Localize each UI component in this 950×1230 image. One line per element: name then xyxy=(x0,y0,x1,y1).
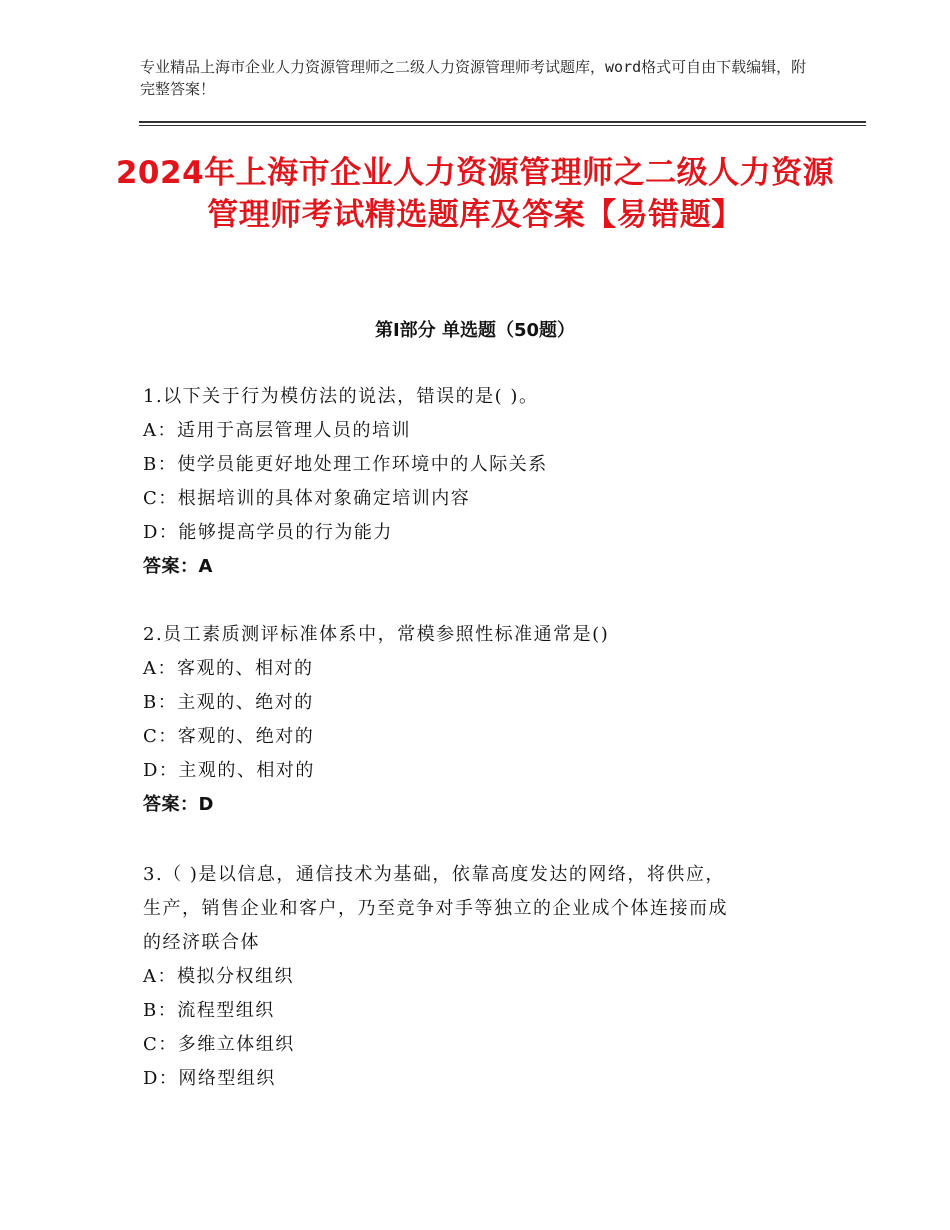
question-2 xyxy=(143,618,823,822)
option-d: D：能够提高学员的行为能力 xyxy=(143,522,393,543)
option-b: B：流程型组织 xyxy=(143,1000,275,1021)
document-title: 2024年上海市企业人力资源管理师之二级人力资源管理师考试精选题库及答案【易错题】 xyxy=(115,155,835,233)
option-c: C：多维立体组织 xyxy=(143,1034,295,1055)
question-3 xyxy=(143,858,823,1096)
question-stem: 2.员工素质测评标准体系中，常模参照性标准通常是() xyxy=(143,624,610,645)
section-title: 第Ⅰ部分 单选题（50题） xyxy=(374,320,575,341)
header-rule-thin xyxy=(139,125,866,126)
option-a: A：模拟分权组织 xyxy=(143,966,294,987)
option-a: A：客观的、相对的 xyxy=(143,658,314,679)
question-1 xyxy=(143,380,823,584)
header-note: 专业精品上海市企业人力资源管理师之二级人力资源管理师考试题库，word格式可自由下载编辑，附完整答案！ xyxy=(140,58,807,98)
option-d: D：主观的、相对的 xyxy=(143,760,315,781)
header-rule xyxy=(139,121,866,123)
option-a: A：适用于高层管理人员的培训 xyxy=(143,420,411,441)
question-stem-line-1: 3.（ )是以信息，通信技术为基础，依靠高度发达的网络，将供应， xyxy=(143,864,725,885)
question-stem-line-2: 生产，销售企业和客户，乃至竞争对手等独立的企业成个体连接而成 xyxy=(143,898,728,919)
option-b: B：使学员能更好地处理工作环境中的人际关系 xyxy=(143,454,548,475)
option-d: D：网络型组织 xyxy=(143,1068,276,1089)
option-c: C：客观的、绝对的 xyxy=(143,726,315,747)
option-b: B：主观的、绝对的 xyxy=(143,692,314,713)
question-stem: 1.以下关于行为模仿法的说法，错误的是( )。 xyxy=(143,386,539,407)
option-c: C：根据培训的具体对象确定培训内容 xyxy=(143,488,471,509)
answer: 答案：D xyxy=(143,794,214,815)
answer: 答案：A xyxy=(143,556,213,577)
question-stem-line-3: 的经济联合体 xyxy=(143,932,260,953)
